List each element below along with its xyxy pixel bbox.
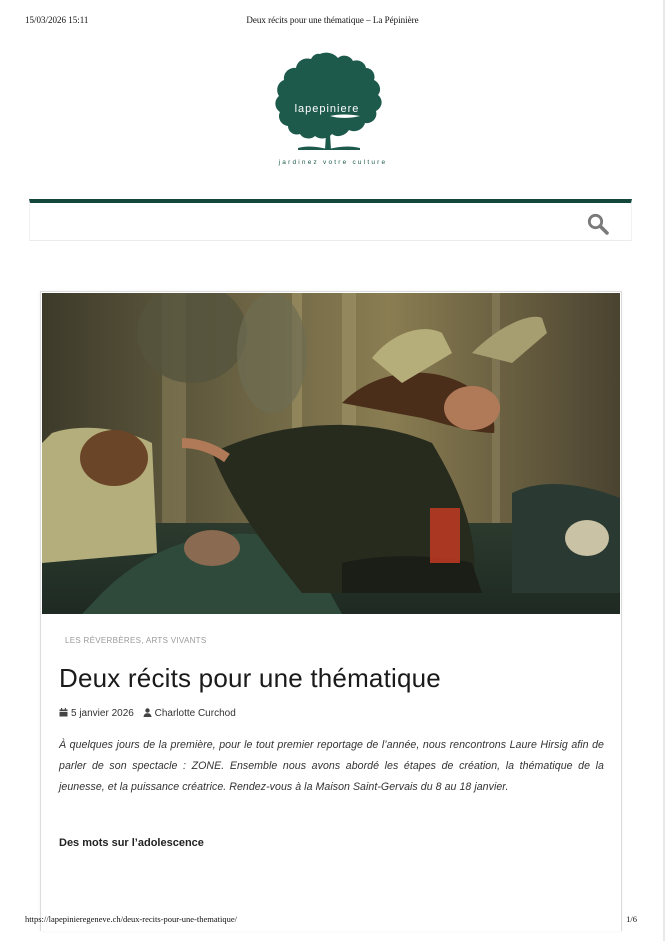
category-link-les-reverberes[interactable]: LES RÉVERBÈRES (65, 636, 142, 645)
print-page-number: 1/6 (626, 914, 637, 924)
article-subheading: Des mots sur l’adolescence (59, 837, 204, 849)
calendar-icon (59, 708, 68, 717)
article-categories (65, 636, 207, 645)
article-excerpt: À quelques jours de la première, pour le tout premier reportage de l’année, nous rencontrons Laure Hirsig afin de parler de son spectacle : ZONE. Ensemble nous avons abordé les étapes de création, la thématique de la jeunesse, et la puissance créatrice. Rendez-vous à la Maison Saint-Gervais du 8 au 18 janvier. (59, 739, 604, 793)
article-date (59, 708, 134, 719)
dance-performance-photo (42, 293, 620, 614)
logo-wordmark: lapepiniere (294, 103, 360, 115)
print-datetime: 15/03/2026 15:11 (25, 15, 89, 25)
print-url: https://lapepinieregeneve.ch/deux-recits-pour-une-thematique/ (25, 914, 238, 924)
category-separator: , (141, 636, 146, 645)
tree-logo-icon (268, 50, 398, 155)
search-button[interactable] (587, 213, 611, 237)
article-author[interactable] (143, 708, 236, 719)
print-document-title: Deux récits pour une thématique – La Pépinière (246, 15, 419, 25)
article-date-text: 5 janvier 2026 (71, 708, 134, 719)
search-icon (587, 213, 609, 235)
main-navbar (29, 199, 632, 241)
site-tagline: jardinez votre culture (278, 159, 388, 166)
site-logo[interactable] (268, 50, 398, 174)
article-title: Deux récits pour une thématique (59, 663, 441, 693)
article-author-name[interactable]: Charlotte Curchod (154, 708, 236, 719)
article-meta (59, 708, 242, 719)
category-link-arts-vivants[interactable]: ARTS VIVANTS (145, 636, 207, 645)
print-header (0, 15, 665, 29)
user-icon (143, 708, 152, 717)
print-footer (0, 914, 665, 928)
article-hero-image[interactable] (42, 293, 620, 614)
